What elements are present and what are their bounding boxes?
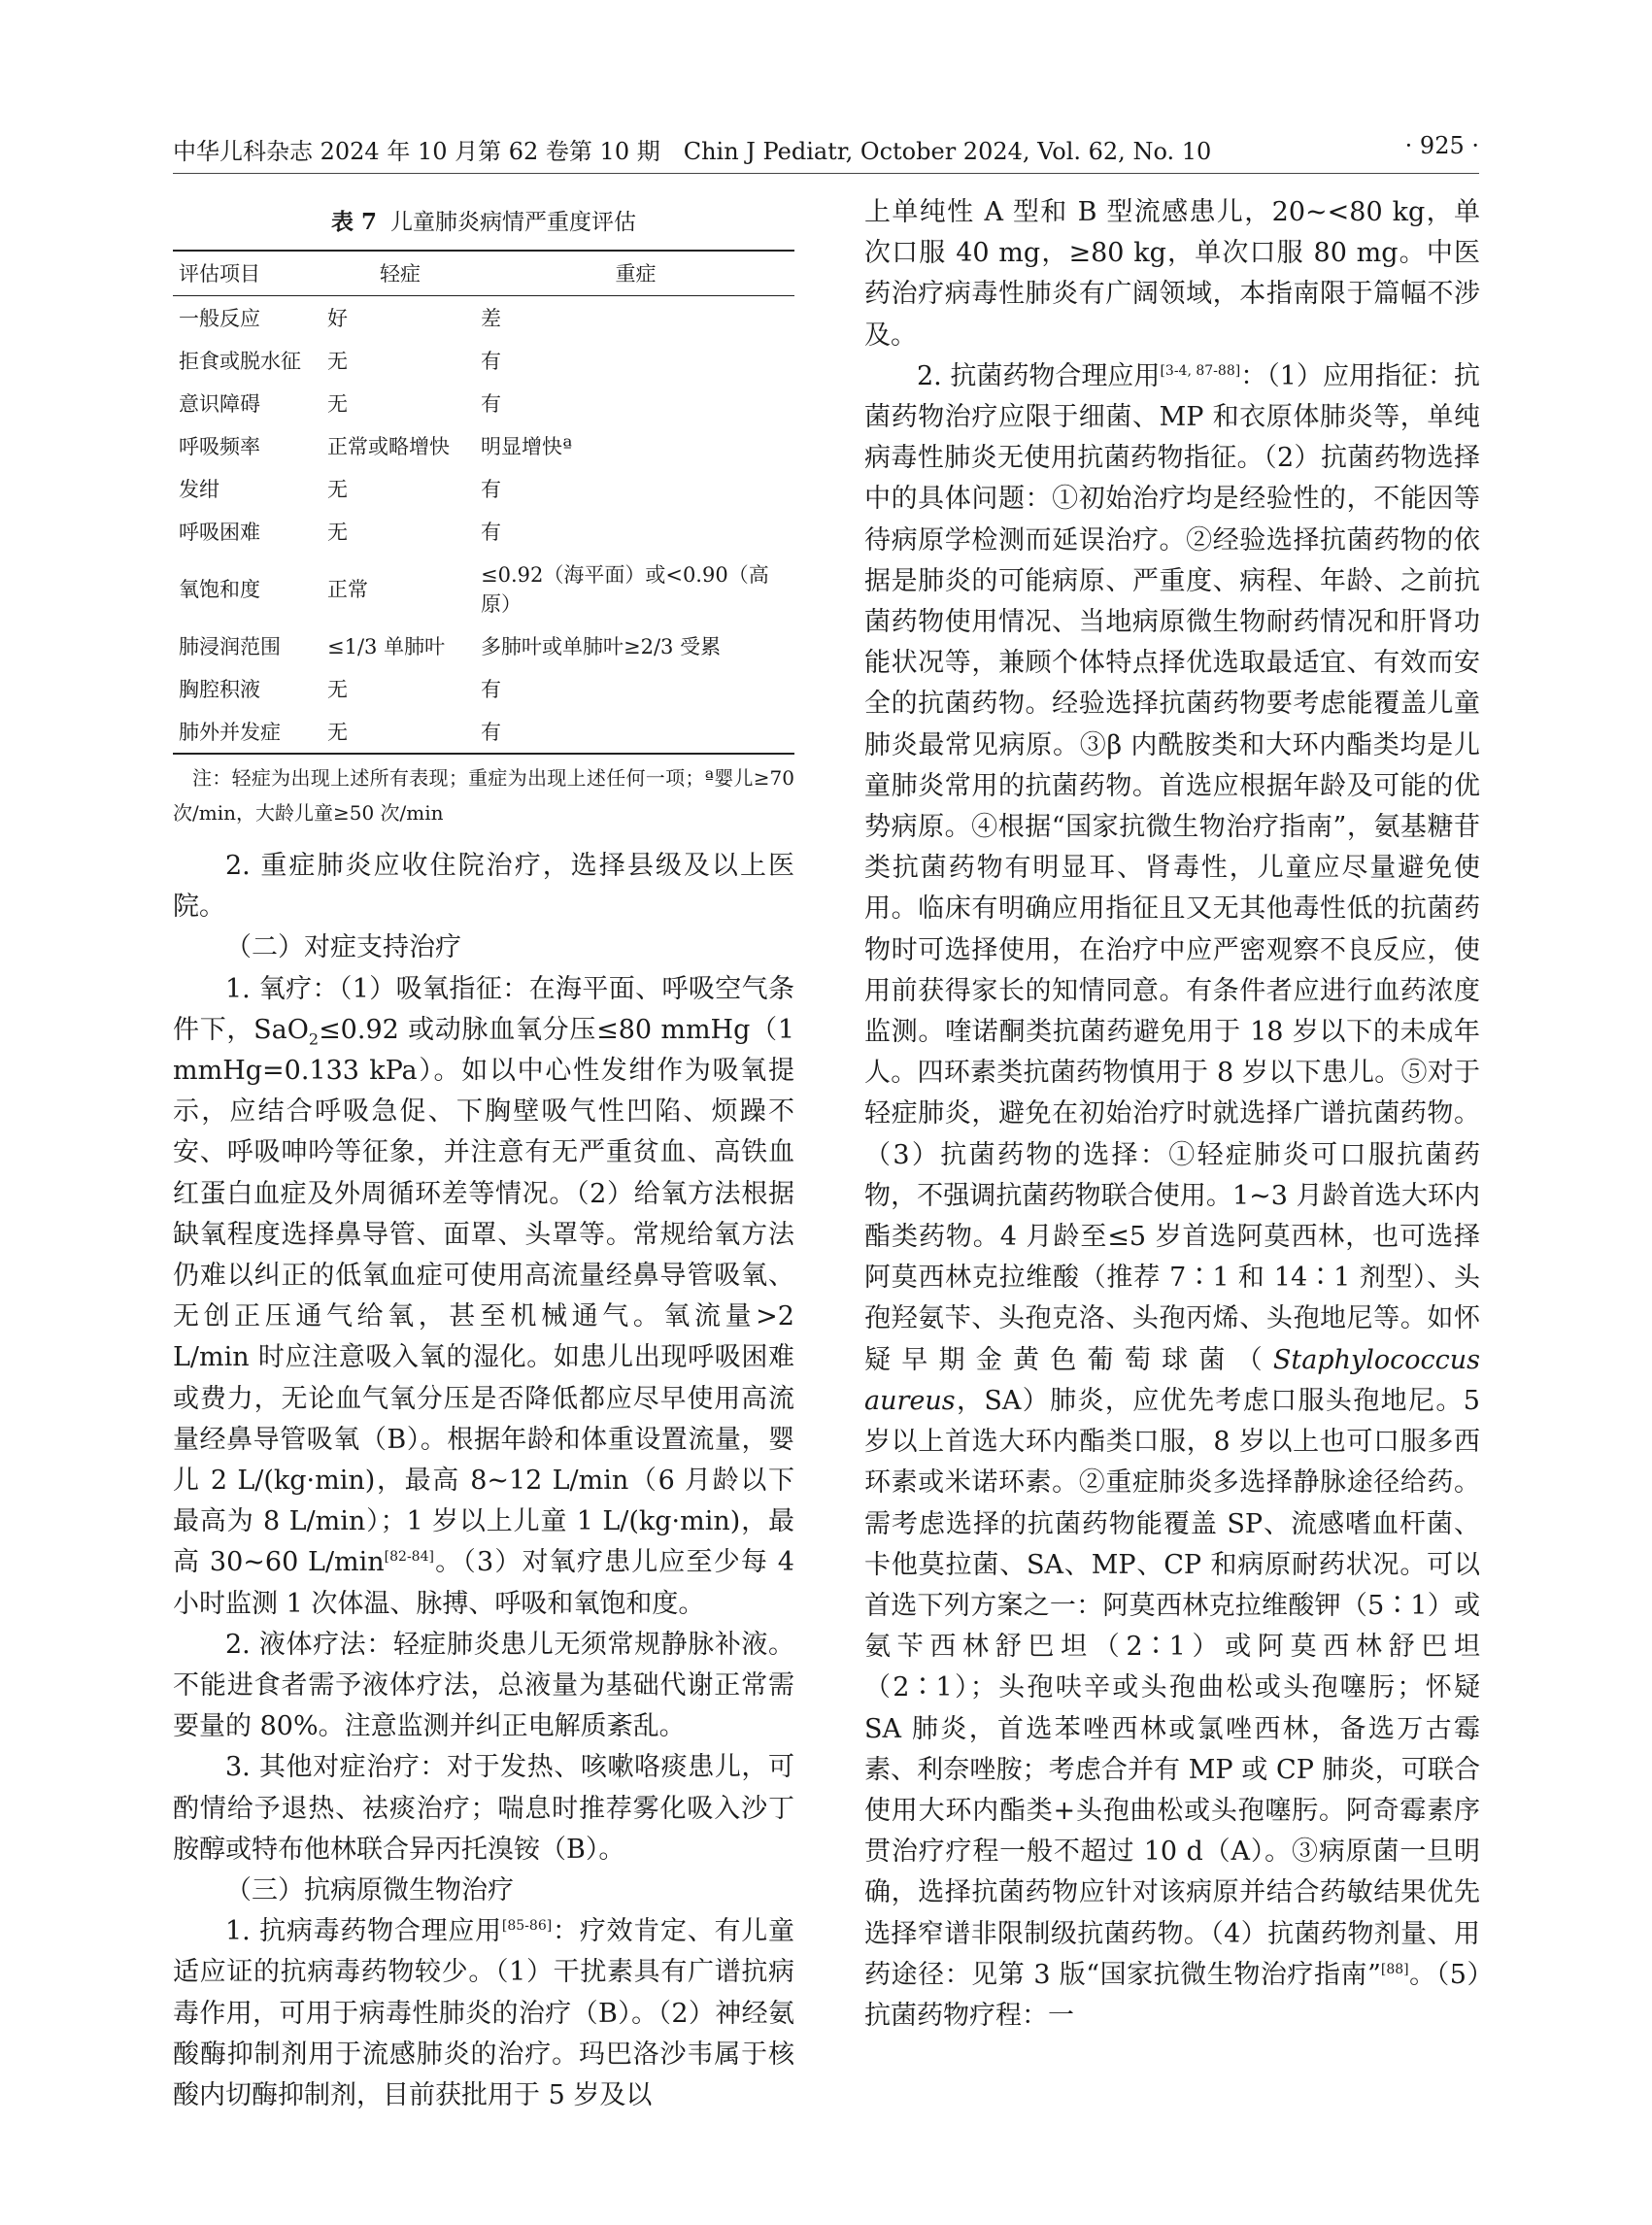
cell-item: 拒食或脱水征	[179, 350, 301, 373]
oxygen-text-a: 1. 氧疗：（1）吸氧指征：在海平面、呼吸空气条件下，SaO	[173, 973, 794, 1045]
table-row	[173, 467, 794, 510]
cell-item: 肺浸润范围	[179, 635, 281, 658]
page-number: · 925 ·	[1404, 132, 1479, 159]
antiviral-text-a: 1. 抗病毒药物合理应用	[225, 1916, 502, 1947]
paragraph-antiviral-continued: 上单纯性 A 型和 B 型流感患儿，20~<80 kg，单次口服 40 mg，≥80 kg，单次口服 80 mg。中医药治疗病毒性肺炎有广阔领域，本指南限于篇幅不涉及。	[864, 197, 1480, 351]
header-rule	[173, 173, 1479, 174]
oxygen-text-c: 。（3）对氧疗患儿应至少每 4 小时监测 1 次体温、脉搏、呼吸和氧饱和度。	[173, 1547, 794, 1619]
table-row	[173, 339, 794, 382]
section-heading-antimicrobial: （三）抗病原微生物治疗	[225, 1875, 514, 1906]
severity-table	[173, 250, 794, 755]
paragraph-antibacterial	[864, 356, 1480, 2037]
header-mild: 轻症	[323, 251, 477, 296]
antibac-text-c: ，SA）肺炎，应优先考虑口服头孢地尼。5 岁以上首选大环内酯类口服，8 岁以上也可口服多西环素或米诺环素。②重症肺炎多选择静脉途径给药。需考虑选择的抗菌药物能覆盖 SP、流感嗜血杆菌、卡他莫拉菌、SA、MP、CP 和病原耐药状况。可以首选下列方案之一：阿莫西林克拉维酸钾（5∶1）或氨苄西林舒巴坦（2∶1）或阿莫西林舒巴坦（2∶1）；头孢呋辛或头孢曲松或头孢噻肟；怀疑 SA 肺炎，首选苯唑西林或氯唑西林，备选万古霉素、利奈唑胺；考虑合并有 MP 或 CP 肺炎，可联合使用大环内酯类+头孢曲松或头孢噻肟。阿奇霉素序贯治疗疗程一般不超过 10 d（A）。③病原菌一旦明确，选择抗菌药物应针对该病原并结合药敏结果优先选择窄谱非限制级抗菌药物。（4）抗菌药物剂量、用药途径：见第 3 版“国家抗微生物治疗指南”	[864, 1385, 1480, 1990]
cell-mild: 无	[327, 350, 348, 373]
table-row	[173, 296, 794, 340]
table-number: 表 7	[330, 209, 377, 235]
cell-severe: 有	[481, 678, 501, 701]
cell-item: 呼吸频率	[179, 435, 260, 458]
citation-ref: [3-4, 87-88]	[1160, 362, 1241, 379]
cell-severe: 多肺叶或单肺叶≥2/3 受累	[481, 635, 722, 658]
cell-mild: 无	[327, 478, 348, 501]
antibac-text-a: 2. 抗菌药物合理应用	[917, 360, 1161, 391]
cell-severe: ≤0.92（海平面）或<0.90（高原）	[481, 563, 769, 616]
cell-mild: 无	[323, 710, 477, 754]
table-row	[173, 624, 794, 667]
cell-mild: 无	[327, 678, 348, 701]
antiviral-text-b: ：疗效肯定、有儿童适应证的抗病毒药物较少。（1）干扰素具有广谱抗病毒作用，可用于病毒性肺炎的治疗（B）。（2）神经氨酸酶抑制剂用于流感肺炎的治疗。玛巴洛沙韦属于核酸内切酶抑制剂，目前获批用于 5 岁及以	[173, 1916, 795, 2111]
cell-mild: 正常或略增快	[327, 435, 450, 458]
table-row	[173, 424, 794, 467]
cell-severe: 有	[481, 350, 501, 373]
table-header-row	[173, 251, 794, 296]
table-note: 注：轻症为出现上述所有表现；重症为出现上述任何一项；ª婴儿≥70 次/min，大龄儿童≥50 次/min	[173, 766, 794, 825]
oxygen-text-b: ≤0.92 或动脉血氧分压≤80 mmHg（1 mmHg=0.133 kPa）。如以中心性发绀作为吸氧提示，应结合呼吸急促、下胸壁吸气性凹陷、烦躁不安、呼吸呻吟等征象，并注意有无严重贫血、高铁血红蛋白血症及外周循环差等情况。（2）给氧方法根据缺氧程度选择鼻导管、面罩、头罩等。常规给氧方法仍难以纠正的低氧血症可使用高流量经鼻导管吸氧、无创正压通气给氧，甚至机械通气。氧流量>2 L/min 时应注意吸入氧的湿化。如患儿出现呼吸困难或费力，无论血气氧分压是否降低都应尽早使用高流量经鼻导管吸氧（B）。根据年龄和体重设置流量，婴儿 2 L/(kg·min)，最高 8~12 L/min（6 月龄以下最高为 8 L/min）；1 岁以上儿童 1 L/(kg·min)，最高 30~60 L/min	[173, 1014, 794, 1578]
paragraph-antiviral	[173, 1911, 794, 2116]
running-header	[173, 132, 1479, 171]
citation-ref: [88]	[1380, 1961, 1409, 1977]
header-severe: 重症	[477, 251, 794, 296]
journal-citation: 中华儿科杂志 2024 年 10 月第 62 卷第 10 期 Chin J Pediatr, October 2024, Vol. 62, No. 10	[173, 138, 1212, 165]
cell-item: 氧饱和度	[179, 578, 260, 601]
cell-severe: 有	[477, 710, 794, 754]
cell-severe: 明显增快ª	[481, 435, 572, 458]
cell-item: 呼吸困难	[179, 521, 260, 544]
table-row	[173, 553, 794, 624]
cell-mild: 好	[327, 307, 348, 330]
species-name: Staphylococcus aureus	[864, 1344, 1480, 1416]
table-title	[173, 204, 794, 236]
cell-item: 意识障碍	[179, 392, 260, 416]
cell-mild: 无	[327, 392, 348, 416]
paragraph-other-symptomatic: 3. 其他对症治疗：对于发热、咳嗽咯痰患儿，可酌情给予退热、祛痰治疗；喘息时推荐雾化吸入沙丁胺醇或特布他林联合异丙托溴铵（B）。	[173, 1752, 794, 1865]
header-item: 评估项目	[173, 251, 323, 296]
left-column	[173, 192, 794, 2116]
citation-ref: [85-86]	[501, 1918, 553, 1935]
cell-severe: 有	[481, 521, 501, 544]
cell-mild: ≤1/3 单肺叶	[327, 635, 446, 658]
table-row	[173, 510, 794, 553]
table-row	[173, 710, 794, 754]
table-caption: 儿童肺炎病情严重度评估	[390, 210, 636, 235]
citation-ref: [82-84]	[384, 1549, 434, 1566]
oxygen-subscript: 2	[308, 1029, 320, 1049]
cell-item: 一般反应	[179, 307, 260, 330]
table-row	[173, 382, 794, 424]
table-row	[173, 667, 794, 710]
cell-severe: 有	[481, 478, 501, 501]
cell-severe: 差	[481, 307, 501, 330]
antibac-text-d: 。（5）抗菌药物疗程：一	[864, 1959, 1480, 2031]
cell-mild: 正常	[327, 578, 368, 601]
cell-severe: 有	[481, 392, 501, 416]
antibac-text-b: ：（1）应用指征：抗菌药物治疗应限于细菌、MP 和衣原体肺炎等，单纯病毒性肺炎无使用抗菌药物指征。（2）抗菌药物选择中的具体问题：①初始治疗均是经验性的，不能因等待病原学检测而延误治疗。②经验选择抗菌药物的依据是肺炎的可能病原、严重度、病程、年龄、之前抗菌药物使用情况、当地病原微生物耐药情况和肝肾功能状况等，兼顾个体特点择优选取最适宜、有效而安全的抗菌药物。经验选择抗菌药物要考虑能覆盖儿童肺炎最常见病原。③β 内酰胺类和大环内酯类均是儿童肺炎常用的抗菌药物。首选应根据年龄及可能的优势病原。④根据“国家抗微生物治疗指南”，氨基糖苷类抗菌药物有明显耳、肾毒性，儿童应尽量避免使用。临床有明确应用指征且又无其他毒性低的抗菌药物时可选择使用，在治疗中应严密观察不良反应，使用前获得家长的知情同意。有条件者应进行血药浓度监测。喹诺酮类抗菌药避免用于 18 岁以下的未成年人。四环素类抗菌药物慎用于 8 岁以下患儿。⑤对于轻症肺炎，避免在初始治疗时就选择广谱抗菌药物。（3）抗菌药物的选择：①轻症肺炎可口服抗菌药物，不强调抗菌药物联合使用。1~3 月龄首选大环内酯类药物。4 月龄至≤5 岁首选阿莫西林，也可选择阿莫西林克拉维酸（推荐 7∶1 和 14∶1 剂型）、头孢羟氨苄、头孢克洛、头孢丙烯、头孢地尼等。如怀疑早期金黄色葡萄球菌（	[864, 360, 1480, 1375]
cell-mild: 无	[327, 521, 348, 544]
section-heading-symptomatic: （二）对症支持治疗	[225, 932, 461, 963]
cell-item: 胸腔积液	[179, 678, 260, 701]
cell-item: 发绀	[179, 478, 219, 501]
paragraph-fluid-therapy: 2. 液体疗法：轻症肺炎患儿无须常规静脉补液。不能进食者需予液体疗法，总液量为基础代谢正常需要量的 80%。注意监测并纠正电解质紊乱。	[173, 1629, 794, 1742]
right-column	[864, 192, 1480, 2037]
paragraph-severe-admission: 2. 重症肺炎应收住院治疗，选择县级及以上医院。	[173, 851, 794, 923]
cell-item: 肺外并发症	[173, 710, 323, 754]
paragraph-oxygen-therapy	[173, 969, 794, 1625]
